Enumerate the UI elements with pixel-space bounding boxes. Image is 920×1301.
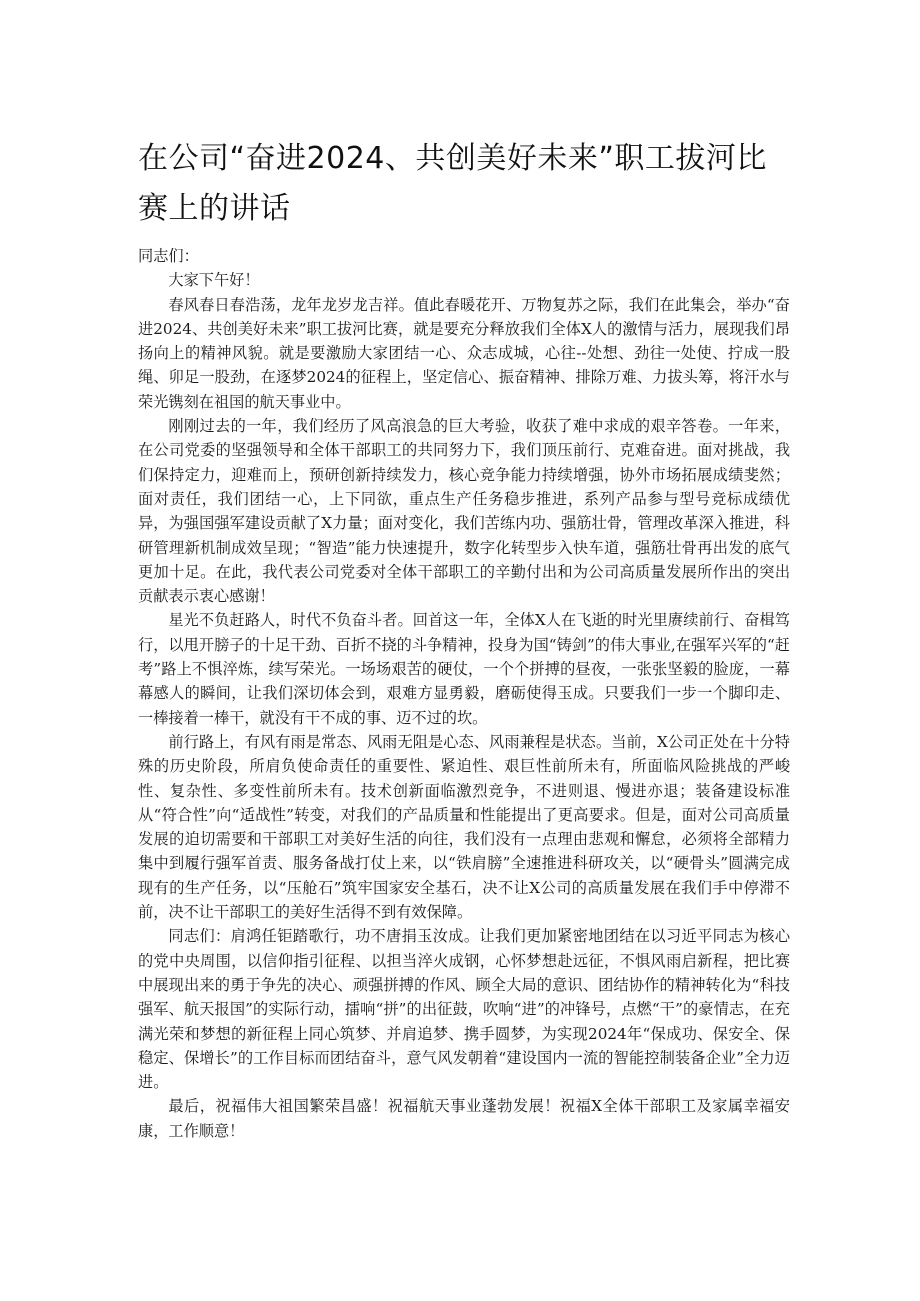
paragraph-struggle: 星光不负赶路人，时代不负奋斗者。回首这一年，全体X人在飞逝的时光里赓续前行、奋楫笃行，以甩开膀子的十足干劲、百折不挠的斗争精神，投身为国“铸剑”的伟大事业,在强军兴军的“赶考”路上不惧淬炼，续写荣光。一场场艰苦的硬仗，一个个拼搏的昼夜，一张张坚毅的脸庞，一幕幕感人的瞬间，让我们深切体会到，艰难方显勇毅，磨砺使得玉成。只要我们一步一个脚印走、一棒接着一棒干，就没有干不成的事、迈不过的坎。 bbox=[138, 611, 790, 727]
paragraph-opening: 春风春日春浩荡，龙年龙岁龙吉祥。值此春暖花开、万物复苏之际，我们在此集会，举办“奋进2024、共创美好未来”职工拔河比赛，就是要充分释放我们全体X人的激情与活力，展现我们昂扬向上的精神风貌。就是要激励大家团结一心、众志成城，心往--处想、劲往一处使、拧成一股绳、卯足一股劲，在逐梦2024的征程上，坚定信心、振奋精神、排除万难、力拔头筹，将汗水与荣光镌刻在祖国的航天事业中。 bbox=[138, 295, 790, 411]
paragraph-closing: 最后，祝福伟大祖国繁荣昌盛！祝福航天事业蓬勃发展！祝福X全体干部职工及家属幸福安康，工作顺意！ bbox=[138, 1097, 790, 1140]
paragraph-greeting: 大家下午好！ bbox=[168, 271, 260, 290]
paragraph-review: 刚刚过去的一年，我们经历了风高浪急的巨大考验，收获了难中求成的艰辛答卷。一年来，在公司党委的坚强领导和全体干部职工的共同努力下，我们顶压前行、克难奋进。面对挑战，我们保持定力，迎难而上，预研创新持续发力，核心竞争能力持续增强，协外市场拓展成绩斐然；面对责任，我们团结一心，上下同欲，重点生产任务稳步推进，系列产品参与型号竞标成绩优异，为强国强军建设贡献了X力量；面对变化，我们苦练内功、强筋壮骨，管理改革深入推进，科研管理新机制成效呈现；“智造”能力快速提升，数字化转型步入快车道，强筋壮骨再出发的底气更加十足。在此，我代表公司党委对全体干部职工的辛勤付出和为公司高质量发展所作出的突出贡献表示衷心感谢！ bbox=[138, 417, 790, 606]
salutation: 同志们： bbox=[138, 247, 199, 265]
document-title: 在公司“奋进2024、共创美好未来”职工拔河比赛上的讲话 bbox=[138, 141, 767, 226]
document-body bbox=[138, 244, 790, 1143]
paragraph-challenges: 前行路上，有风有雨是常态、风雨无阻是心态、风雨兼程是状态。当前，X公司正处在十分特殊的历史阶段，所肩负使命责任的重要性、紧迫性、艰巨性前所未有，所面临风险挑战的严峻性、复杂性、多变性前所未有。技术创新面临激烈竞争，不进则退、慢进亦退；装备建设标准从“符合性”向“适战性”转变，对我们的产品质量和性能提出了更高要求。但是，面对公司高质量发展的迫切需要和干部职工对美好生活的向往，我们没有一点理由悲观和懈怠，必须将全部精力集中到履行强军首责、服务备战打仗上来，以“铁肩膀”全速推进科研攻关，以“硬骨头”圆满完成现有的生产任务，以“压舱石”筑牢国家安全基石，决不让X公司的高质量发展在我们手中停滞不前，决不让干部职工的美好生活得不到有效保障。 bbox=[138, 732, 790, 922]
paragraph-call-to-action: 同志们：肩鸿任钜踏歌行，功不唐捐玉汝成。让我们更加紧密地团结在以习近平同志为核心的党中央周围，以信仰指引征程、以担当淬火成钢，心怀梦想赴远征，不惧风雨启新程，把比赛中展现出来的勇于争先的决心、顽强拼搏的作风、顾全大局的意识、团结协作的精神转化为“科技强军、航天报国”的实际行动，擂响“拼”的出征鼓，吹响“进”的冲锋号，点燃“干”的豪情志，在充满光荣和梦想的新征程上同心筑梦、并肩追梦、携手圆梦，为实现2024年“保成功、保安全、保稳定、保增长”的工作目标而团结奋斗，意气风发朝着“建设国内一流的智能控制装备企业”全力迈进。 bbox=[138, 927, 790, 1092]
